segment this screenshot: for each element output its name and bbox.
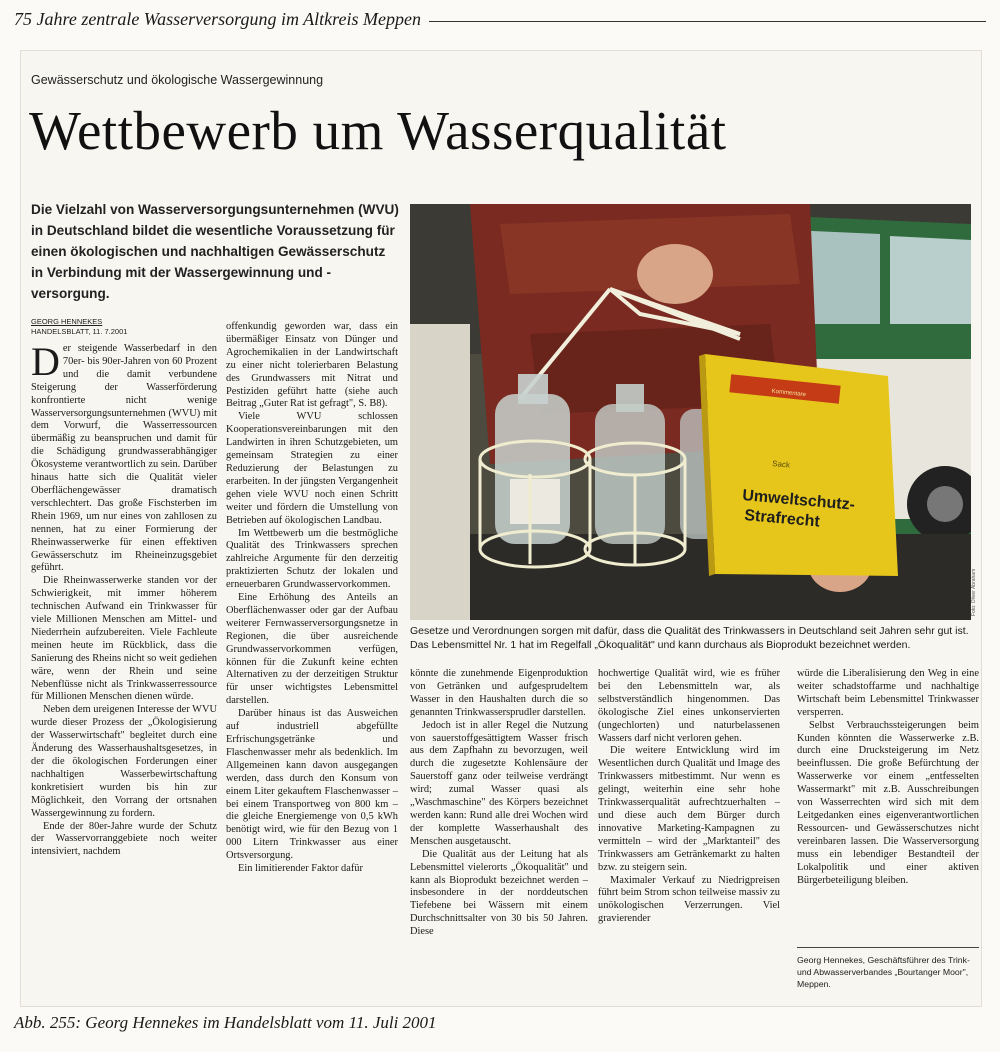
article-column-4 xyxy=(598,668,780,926)
paragraph: Viele WVU schlossen Kooperationsvereinbarungen mit den Landwirten in ihren Schutzgebieten, um gemeinsam Strategien zu einer Reduzierung der Belastungen zu erarbeiten. In der jüngsten Vergangenheit gehen viele WVU noch einen Schritt weiter und fördern die Umstellung von Betrieben auf ökologischen Landbau. xyxy=(226,411,398,526)
byline-source: HANDELSBLATT, 11. 7.2001 xyxy=(31,327,128,336)
paragraph: hochwertige Qualität wird, wie es früher bei den Lebensmitteln war, als selbstverständlich hingenommen. Das ökologische Ziel eines unkonservierten (ungechlorten) und naturbelassenen Wassers darf nicht verloren gehen. xyxy=(598,668,780,744)
article-column-2 xyxy=(226,321,398,876)
article-kicker: Gewässerschutz und ökologische Wassergewinnung xyxy=(31,73,324,87)
paragraph: Im Wettbewerb um die bestmögliche Qualität des Trinkwassers sprechen zahlreiche Argumente für den derzeitig praktizierten Schutz der lokalen und erneuerbaren Grundwasservorkommen. xyxy=(226,527,398,591)
paragraph: Darüber hinaus ist das Ausweichen auf industriell abgefüllte Erfrischungsgetränke und Flaschenwasser mehr als bedenklich. Im Allgemeinen kann davon ausgegangen werden, dass durch den Konsum von einem Liter gekauftem Flaschenwasser – bei einem Transportweg von 800 km – die gleiche Energiemenge von 0,5 kWh benötigt wird, wie für den Bezug von 1 000 Litern Trinkwasser aus einer Ortsversorgung. xyxy=(226,708,398,862)
paragraph: Ein limitierender Faktor dafür xyxy=(238,863,363,875)
book-author: Sack xyxy=(771,459,791,470)
byline xyxy=(31,317,127,337)
paragraph: Die Rheinwasserwerke standen vor der Schwierigkeit, mit immer höherem technischen Aufwand ein Trinkwasser für viele Millionen Menschen am Mittel- und Niederrhein aufzubereiten. Viele Fachleute meinen heute im Rückblick, dass die Sanierung des Rheins nicht so weit gediehen wäre, wenn der Rhein und seine Nebenflüsse nicht als Trinkwasserressource für Millionen Menschen dienen würde. xyxy=(31,575,217,703)
article-column-1 xyxy=(31,339,217,859)
paragraph: könnte die zunehmende Eigenproduktion von Getränken und aufgesprudeltem Wasser in den Haushalten durch die so genannten Trinkwassersprudler darstellen. xyxy=(410,668,588,718)
drop-cap: D xyxy=(31,339,60,384)
author-signature: Georg Hennekes, Geschäftsführer des Trink- und Abwasserverbandes „Bourtanger Moor", Meppen. xyxy=(797,947,979,990)
paragraph: Der steigende Wasserbedarf in den 70er- bis 90er-Jahren von 60 Prozent und die damit verbundene Steigerung der Wasserförderung konfrontierte nicht wenige Wasserversorgungsunternehmen (WVU) mit dem Vorwurf, die Wasserressourcen übermäßig zu beanspruchen und damit für die Schädigung grundwasserabhängiger Ökosysteme verantwortlich zu sein. Darüber hinaus hatte sich die Qualität vieler Oberflächengewässer dramatisch verschlechtert. Das große Fischsterben im Rhein 1969, um nur eines von zahllosen zu nennen, hat zu einer Formierung der Rheinwasserwerke für einen effektiven Gewässerschutz im Rheineinzugsgebiet geführt. xyxy=(31,339,217,574)
paragraph: Die Qualität aus der Leitung hat als Lebensmittel vielerorts „Ökoqualität" und kann als Bioprodukt bezeichnet werden – insbesondere in der norddeutschen Tiefebene bei Wässern mit einem Durchschnittsalter von 30 bis 50 Jahren. Diese xyxy=(410,848,588,938)
book-title-line2: Strafrecht xyxy=(743,507,821,531)
paragraph: Selbst Verbrauchssteigerungen beim Kunden könnten die Wasserwerke z.B. durch eine Drucksteigerung im Netz beeinflussen. Die große Befürchtung der Wasserwerke vor einem „entfesselten Wassermarkt" mit z.B. Ausschreibungen von Wasserrechten wird sich mit dem Leitgedanken eines eigenverantwortlichen Ressourcen- und Gewässerschutzes nicht vereinbaren lassen. Die Wasserversorgung muss ein lebendiger Bestandteil der Lokalpolitik und einer aktiven Bürgerbeteiligung bleiben. xyxy=(797,719,979,886)
book-cover xyxy=(699,354,898,576)
paragraph: Maximaler Verkauf zu Niedrigpreisen führt beim Strom schon teilweise massiv zu unökologischen Verzerrungen. Viel gravierender xyxy=(598,874,780,925)
article-photo xyxy=(410,204,971,620)
article-column-5 xyxy=(797,668,979,887)
paragraph: Neben dem ureigenen Interesse der WVU wurde dieser Prozess der „Ökologisierung der Wasserwirtschaft" begleitet durch eine Änderung des Wasserhaushaltsgesetzes, in der die ökologischen Forderungen einer nachhaltigen Wasserbewirtschaftung konkretisiert wurden bis hin zur Möglichkeit, den Vorrang der ortsnahen Wassergewinnung zu fordern. xyxy=(31,704,217,819)
photo-caption: Gesetze und Verordnungen sorgen mit dafür, dass die Qualität des Trinkwassers in Deutschland seit Jahren sehr gut ist. Das Lebensmittel Nr. 1 hat im Regelfall „Ökoqualität" und kann durchaus als Bioprodukt bezeichnet werden. xyxy=(410,625,969,651)
paragraph: Ende der 80er-Jahre wurde der Schutz der Wasservorranggebiete noch weiter intensiviert, nachdem xyxy=(31,820,217,858)
book-title-line1: Umweltschutz- xyxy=(741,487,856,514)
photo-credit: Foto: Oliver Abraham xyxy=(971,568,977,616)
newspaper-clipping xyxy=(20,50,982,1007)
article-headline: Wettbewerb um Wasserqualität xyxy=(29,100,727,161)
running-header xyxy=(14,6,986,32)
paragraph: Die weitere Entwicklung wird im Wesentlichen durch Qualität und Image des Trinkwassers mitbestimmt. Nur wenn es gelingt, weiterhin eine sehr hohe Trinkwasserqualität aufrechtzuerhalten – und diese auch dem Bürger durch innovative Marketing-Kampagnen zu vermitteln – wird der „Marktanteil" des Trinkwassers am Getränkemarkt zu halten bzw. zu steigern sein. xyxy=(598,745,780,873)
book-top-text: Kommentare xyxy=(771,388,807,399)
paragraph: Jedoch ist in aller Regel die Nutzung von sauerstoffgesättigtem Wasser frisch aus dem Zapfhahn zu bevorzugen, weil durch die zugesetzte Kohlensäure der Sauerstoff ganz oder teilweise verdrängt wird; zumal Wasser quasi als „Waschmaschine" des Körpers bezeichnet werden kann: Rund alle drei Wochen wird der komplette Wasserhaushalt des Menschen ausgetauscht. xyxy=(410,719,588,847)
paragraph: offenkundig geworden war, dass ein übermäßiger Einsatz von Dünger und Agrochemikalien in der Landwirtschaft zu einer nicht tolerierbaren Belastung des Grundwassers mit Nitrat und Pestiziden geführt hatte (siehe auch Beitrag „Guter Rat ist gefragt", S. B8). xyxy=(226,321,398,410)
byline-author: GEORG HENNEKES xyxy=(31,317,103,326)
running-header-text: 75 Jahre zentrale Wasserversorgung im Altkreis Meppen xyxy=(14,8,421,29)
header-rule xyxy=(429,21,986,22)
paragraph: Eine Erhöhung des Anteils an Oberflächenwasser oder gar der Aufbau weiterer Fernwasserversorgungsnetze in Regionen, die über ausreichende Grundwasservorkommen verfügen, können für die Zukunft keine echten Alternativen zu der derzeitigen Struktur für unser wichtigstes Lebensmittel darstellen. xyxy=(226,592,398,707)
photo-illustration xyxy=(410,204,971,620)
paragraph: würde die Liberalisierung den Weg in eine weiter schadstoffarme und nachhaltige Wirtschaft beim Lebensmittel Trinkwasser versperren. xyxy=(797,668,979,718)
article-lead: Die Vielzahl von Wasserversorgungsunternehmen (WVU) in Deutschland bildet die wesentliche Voraussetzung für einen ökologischen und nachhaltigen Gewässerschutz in Verbindung mit der Wassergewinnung und -versorgung. xyxy=(31,202,399,301)
figure-caption: Abb. 255: Georg Hennekes im Handelsblatt vom 11. Juli 2001 xyxy=(14,1013,437,1032)
article-column-3 xyxy=(410,668,588,939)
